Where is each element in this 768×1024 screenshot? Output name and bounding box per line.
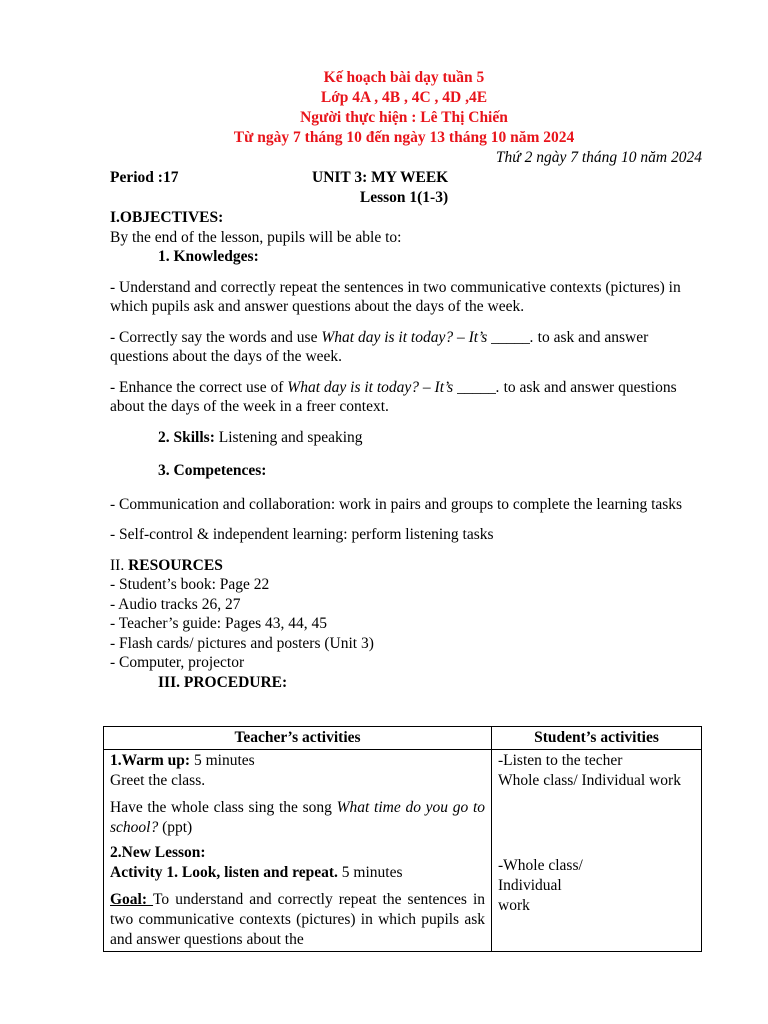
table-row bbox=[104, 750, 702, 952]
resources-heading bbox=[110, 556, 698, 576]
competence-item-1: - Communication and collaboration: work in pairs and groups to complete the learning tasks bbox=[110, 495, 683, 513]
student-activities-header: Student’s activities bbox=[492, 727, 702, 750]
student-activity-line: -Listen to the techer bbox=[498, 752, 623, 769]
objectives-intro: By the end of the lesson, pupils will be able to: bbox=[110, 228, 402, 246]
skills-label: 2. Skills: bbox=[158, 428, 215, 446]
competences-heading: 3. Competences: bbox=[158, 462, 267, 479]
knowledge-item-2 bbox=[110, 328, 698, 367]
knowledge-item-2-rest: to ask and answer questions about the days of the week. bbox=[110, 328, 649, 365]
table-header-row bbox=[104, 727, 702, 750]
lesson-title: Lesson 1(1-3) bbox=[359, 189, 449, 206]
warmup-time: 5 minutes bbox=[190, 752, 255, 769]
resources-prefix: II. bbox=[110, 556, 129, 574]
period-unit-row bbox=[110, 168, 698, 188]
knowledge-item-2-text: - Correctly say the words and use bbox=[110, 328, 322, 346]
competence-item-2: - Self-control & independent learning: perform listening tasks bbox=[110, 526, 494, 543]
resource-item: - Flash cards/ pictures and posters (Unit 3) bbox=[110, 634, 374, 652]
student-activity-line: Whole class/ Individual work bbox=[498, 772, 681, 789]
song-title: What time do you go to school? bbox=[110, 799, 485, 836]
knowledge-item-1: - Understand and correctly repeat the sentences in two communicative contexts (pictures) in which pupils ask and answer questions about the days of the week. bbox=[110, 278, 681, 315]
skills-text: Listening and speaking bbox=[214, 428, 363, 446]
procedure-heading: III. PROCEDURE: bbox=[158, 673, 288, 691]
goal-text: To understand and correctly repeat the sentences in two communicative contexts (pictures) in which pupils ask and answer questions about the bbox=[110, 891, 485, 948]
new-lesson-heading: 2.New Lesson: bbox=[110, 844, 206, 861]
skills-line bbox=[110, 428, 698, 448]
student-activity-line: Individual bbox=[498, 877, 562, 894]
student-activity-line: work bbox=[498, 897, 530, 914]
knowledge-item-3-text: - Enhance the correct use of bbox=[110, 378, 288, 396]
goal-label: Goal: bbox=[110, 891, 154, 908]
student-activities-cell bbox=[492, 750, 702, 952]
class-list: Lớp 4A , 4B , 4C , 4D ,4E bbox=[320, 89, 488, 106]
warmup-label: 1.Warm up: bbox=[110, 752, 191, 769]
resource-item: - Audio tracks 26, 27 bbox=[110, 595, 241, 613]
knowledge-item-2-pattern: What day is it today? – It’s _____. bbox=[321, 328, 534, 346]
teacher-name: Người thực hiện : Lê Thị Chiến bbox=[300, 109, 508, 126]
knowledge-item-3 bbox=[110, 378, 698, 417]
teacher-activities-header: Teacher’s activities bbox=[104, 727, 492, 750]
lesson-date: Thứ 2 ngày 7 tháng 10 năm 2024 bbox=[495, 149, 702, 166]
knowledge-heading: 1. Knowledges: bbox=[158, 248, 259, 265]
warmup-line bbox=[110, 751, 485, 771]
student-activity-line: -Whole class/ bbox=[498, 857, 583, 874]
objectives-heading: I.OBJECTIVES: bbox=[110, 209, 224, 226]
teacher-activities-cell bbox=[104, 750, 492, 952]
resource-item: - Computer, projector bbox=[110, 654, 245, 671]
greet-line: Greet the class. bbox=[110, 772, 206, 789]
resources-title: RESOURCES bbox=[128, 556, 223, 574]
sing-text: Have the whole class sing the song bbox=[110, 799, 337, 816]
plan-week-title: Kế hoạch bài dạy tuần 5 bbox=[323, 69, 485, 86]
unit-title: UNIT 3: MY WEEK bbox=[312, 169, 449, 186]
procedure-table bbox=[103, 726, 702, 952]
date-range: Từ ngày 7 tháng 10 đến ngày 13 tháng 10 năm 2024 bbox=[233, 129, 575, 146]
activity-1-title: Activity 1. Look, listen and repeat. bbox=[110, 864, 338, 881]
period-label: Period :17 bbox=[110, 169, 179, 186]
activity-1-time: 5 minutes bbox=[337, 864, 403, 881]
sing-line bbox=[110, 798, 485, 838]
lesson-plan-page bbox=[110, 68, 702, 692]
resource-item: - Student’s book: Page 22 bbox=[110, 576, 270, 593]
knowledge-item-3-pattern: What day is it today? – It’s _____. bbox=[287, 378, 500, 396]
knowledge-item-3-rest: to ask and answer questions about the days of the week in a freer context. bbox=[110, 378, 677, 415]
sing-suffix: (ppt) bbox=[158, 819, 193, 836]
resource-item: - Teacher’s guide: Pages 43, 44, 45 bbox=[110, 615, 328, 632]
spacer bbox=[498, 791, 695, 856]
activity-1-line bbox=[110, 863, 485, 883]
goal-line bbox=[110, 890, 485, 950]
